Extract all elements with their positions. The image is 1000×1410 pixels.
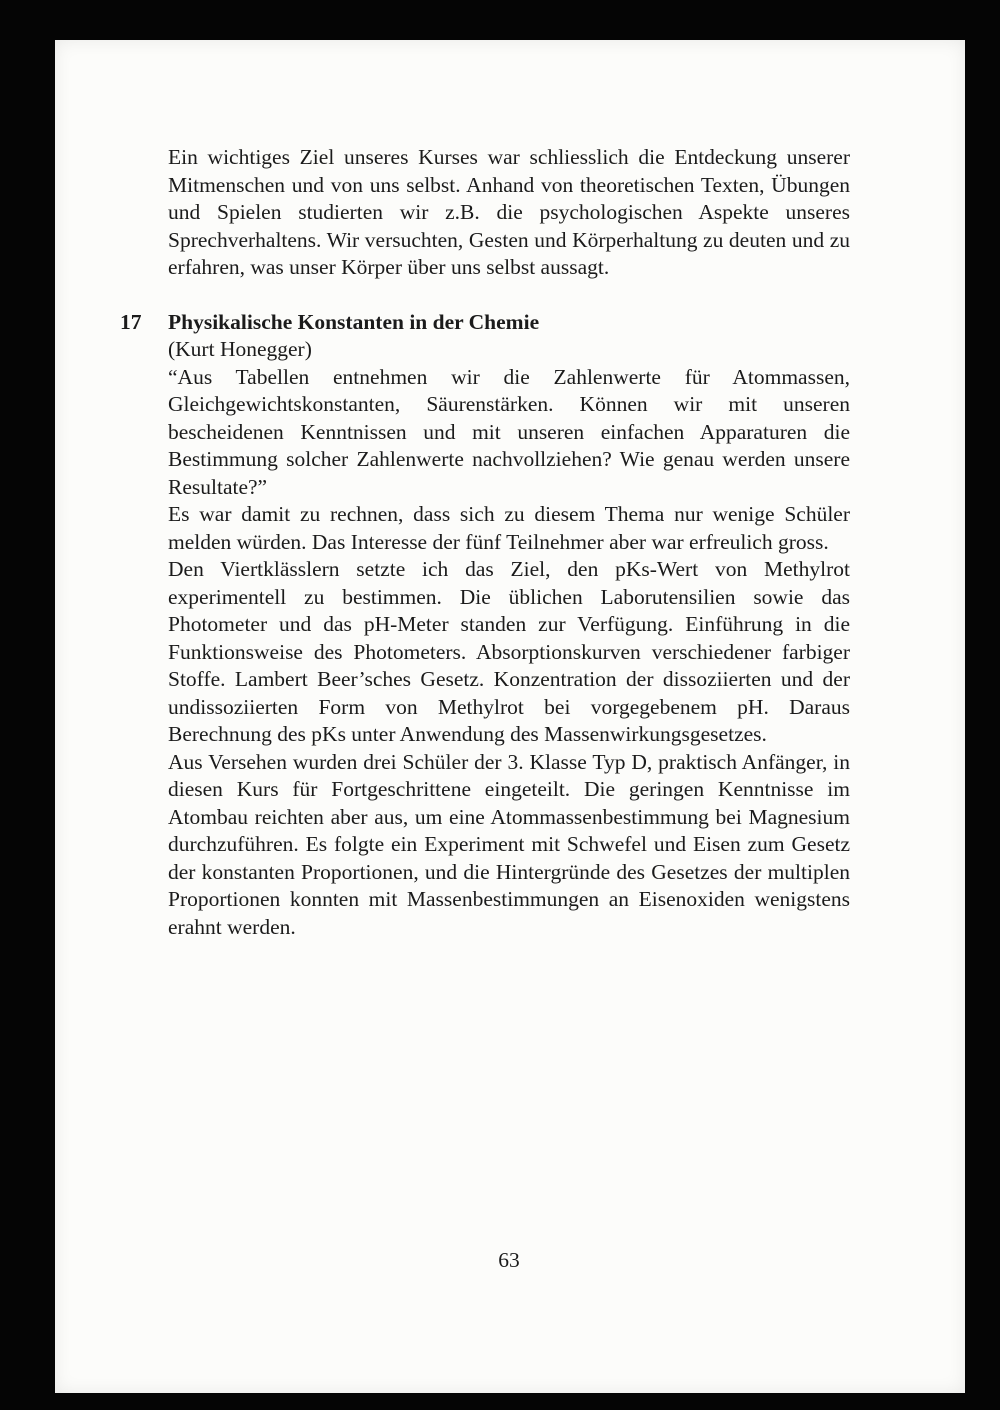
document-page — [55, 40, 965, 1393]
section-author: (Kurt Honegger) — [168, 337, 312, 361]
intro-paragraph: Ein wichtiges Ziel unseres Kurses war schliesslich die Entdeckung unserer Mitmenschen und von uns selbst. Anhand von theoretischen Texten, Übungen und Spielen studierten wir z.B. die psychologischen Aspekte unseres Sprechverhaltens. Wir versuchten, Gesten und Körperhaltung zu deuten und zu erfahren, was unser Körper über uns selbst aussagt. — [168, 145, 850, 279]
section-title: Physikalische Konstanten in der Chemie — [168, 309, 540, 334]
text-block — [120, 144, 850, 941]
section-paragraph-1: “Aus Tabellen entnehmen wir die Zahlenwerte für Atommassen, Gleichgewichtskonstanten, Säurenstärken. Können wir mit unseren bescheidenen Kenntnissen und mit unseren einfachen Apparaturen die Bestimmung solcher Zahlenwerte nachvollziehen? Wie genau werden unsere Resultate?” — [168, 364, 850, 499]
section-paragraph-3: Den Viertklässlern setzte ich das Ziel, den pKs-Wert von Methylrot experimentell zu bestimmen. Die üblichen Laborutensilien sowie das Photometer und das pH-Meter standen zur Verfügung. Einführung in die Funktionsweise des Photometers. Absorptionskurven verschiedener farbiger Stoffe. Lambert Beer’sches Gesetz. Konzentration der dissoziierten und der undissoziierten Form von Methylrot bei vorgegebenem pH. Daraus Berechnung des pKs unter Anwendung des Massenwirkungsgesetzes. — [168, 557, 850, 746]
section-paragraph-4: Aus Versehen wurden drei Schüler der 3. Klasse Typ D, praktisch Anfänger, in diesen Kurs für Fortgeschrittene eingeteilt. Die geringen Kenntnisse im Atombau reichten aber aus, um eine Atommassenbestimmung bei Magnesium durchzuführen. Es folgte ein Experiment mit Schwefel und Eisen zum Gesetz der konstanten Proportionen, und die Hintergründe des Gesetzes der multiplen Proportionen konnten mit Massenbestimmungen an Eisenoxiden wenigstens erahnt werden. — [168, 749, 850, 939]
section-number: 17 — [120, 309, 142, 334]
section-heading — [120, 309, 850, 337]
section-paragraph-2: Es war damit zu rechnen, dass sich zu diesem Thema nur wenige Schüler melden würden. Das Interesse der fünf Teilnehmer aber war erfreulich gross. — [168, 502, 850, 554]
page-number: 63 — [498, 1248, 520, 1272]
